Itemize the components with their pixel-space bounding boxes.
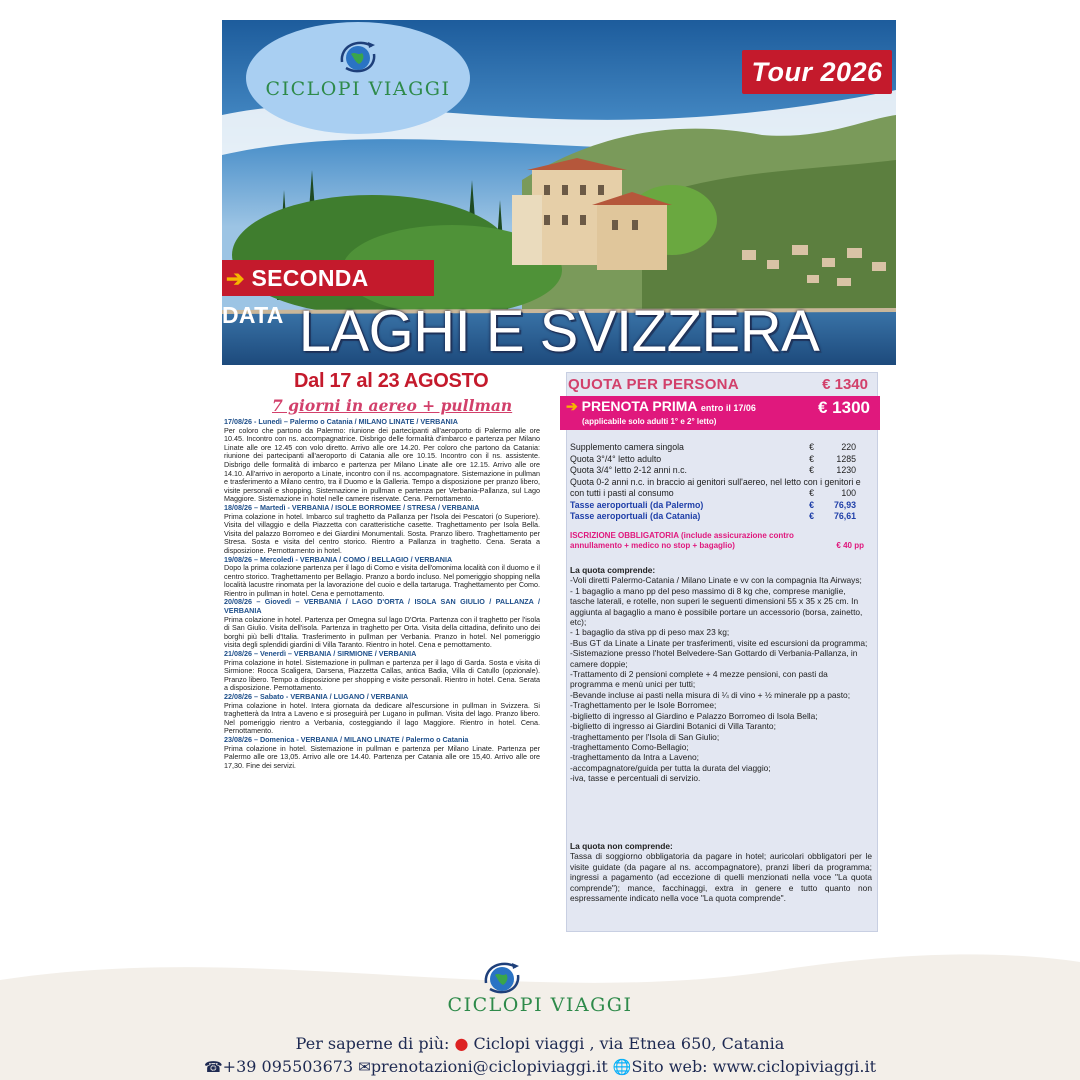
list-item: -traghettamento da Intra a Laveno;	[570, 752, 699, 763]
footer-address: Ciclopi viaggi , via Etnea 650, Catania	[473, 1034, 785, 1053]
phone-icon: ☎	[203, 1058, 223, 1076]
mandatory-registration	[570, 531, 872, 551]
includes-list	[570, 575, 872, 783]
footer-website[interactable]: Sito web: www.ciclopiviaggi.it	[631, 1057, 877, 1076]
list-item: -Bus GT da Linate a Linate per trasferimenti, visite ed escursioni da programma;	[570, 637, 868, 648]
supplement-row: Quota 3°/4° letto adulto € 1285	[570, 453, 856, 464]
early-booking-banner	[560, 396, 880, 430]
supplement-row: Supplemento camera singola € 220	[570, 442, 856, 452]
location-pin-icon: ●	[454, 1034, 469, 1053]
tour-subtitle: 7 giorni in aereo + pullman	[272, 396, 513, 415]
second-date-label: SECONDA DATA	[222, 265, 368, 328]
itinerary-day	[224, 418, 540, 504]
early-booking-note: (applicabile solo adulti 1° e 2° letto)	[582, 417, 717, 426]
envelope-icon: ✉	[358, 1058, 371, 1076]
registration-text: ISCRIZIONE OBBLIGATORIA (include assicurazione contro annullamento + medico no stop + bagaglio)	[570, 531, 794, 550]
day-text: Prima colazione in hotel. Sistemazione in pullman e partenza per il lago di Garda. Sosta e visita di Sirmione: Rocca Scaligera, Darsena, Piazzetta Callas, antica Badia, Villa di Catullo (opzionale). Pranzo libero. Tempo a disposizione per shopping e visite personali. Rientro in hotel. Cena. Serata a disposizione. Pernottamento.	[224, 657, 540, 693]
tour-flyer	[222, 20, 896, 932]
second-date-ribbon	[222, 260, 434, 328]
day-heading: 21/08/26 – Venerdì – VERBANIA / SIRMIONE / VERBANIA	[224, 649, 417, 659]
supplements-table	[570, 442, 872, 523]
tour-year-badge: Tour 2026	[742, 50, 892, 94]
supplement-row: Quota 0-2 anni n.c. in braccio ai genitori sull'aereo, nel letto con i genitori e con tutti i pasti al consumo € 100	[570, 476, 861, 498]
day-text: Prima colazione in hotel. Sistemazione in pullman e partenza per Milano Linate. Partenza per Palermo alle ore 13,05. Arrivo alle ore 14.40. Partenza per Catania alle ore 15,40. Arrivo alle ore 17,30. Fine dei servizi.	[224, 743, 540, 770]
excludes-text: Tassa di soggiorno obbligatoria da pagare in hotel; auricolari obbligatori per le visite guidate (da pagare al ns. accompagnatore), pranzi liberi da programma; ingressi a pagamento (ad eccezione di quelli menzionati nella voce "La quota comprende"); mance, facchinaggi, extra in genere e tutto quanto non espressamente indicato nella voce "La quota comprende".	[570, 851, 872, 904]
footer-phone[interactable]: +39 095503673	[222, 1057, 354, 1076]
early-booking-deadline: entro il 17/06	[700, 403, 756, 413]
day-heading: 19/08/26 – Mercoledì - VERBANIA / COMO / BELLAGIO / VERBANIA	[224, 554, 453, 564]
supplement-row: Tasse aeroportuali (da Palermo) € 76,93	[570, 499, 856, 510]
day-heading: 17/08/26 - Lunedì – Palermo o Catania / MILANO LINATE / VERBANIA	[224, 417, 458, 426]
globe-icon: 🌐	[612, 1058, 632, 1076]
tour-title: LAGHI E SVIZZERA	[298, 299, 820, 364]
excludes-title: La quota non comprende:	[570, 841, 673, 851]
includes-section	[570, 565, 872, 784]
day-text: Per coloro che partono da Palermo: riunione dei partecipanti all'aeroporto di Palermo alle ore 10.45. Incontro con ns. accompagnatrice. Disbrigo delle formalità d'imbarco e partenza per Milano Linate alle ore 12.45 con volo diretto. Arrivo alle ore 14.20. Per coloro che partono da Catania: riunione dei partecipanti all'aeroporto di Catania alle ore 10.15. Incontro con il ns. assistente. Disbrigo delle formalità di imbarco e partenza per Milano Linate alle ore 12.15. Arrivo alle ore 14.10. All'arrivo in aeroporto a Linate, incontro con il ns. accompagnatore. Sistemazione in pullman e trasferimento a Milano centro, tra il Duomo e la Galleria. Tempo a disposizione per pranzo libero, visite personali e shopping. Sistemazione in pullman e partenza per Verbania-Pallanza, sul Lago Maggiore. Sistemazione in hotel nelle camere riservate. Cena. Pernottamento.	[224, 425, 540, 504]
itinerary	[224, 418, 540, 770]
globe-plane-logo-icon	[480, 957, 524, 997]
hero-banner	[222, 20, 896, 365]
list-item: -Traghettamento per le Isole Borromee;	[570, 700, 717, 711]
day-text: Prima colazione in hotel. Partenza per Omegna sul lago D'Orta. Partenza con il traghetto per l'isola di San Giulio. Visita dell'isola. Partenza in traghetto per Orta. Visita della cittadina, definito uno dei borghi più belli d'Italia. Trasferimento in pullman per Verbania. Pranzo in hotel. Nel pomeriggio visita degli splendidi giardini di Villa Taranto. Rientro in hotel. Cena e pernottamento.	[224, 614, 540, 650]
day-heading: 18/08/26 – Martedì - VERBANIA / ISOLE BORROMEE / STRESA / VERBANIA	[224, 502, 480, 512]
arrow-right-icon: ➔	[226, 266, 245, 291]
list-item: -biglietto di ingresso al Giardino e Palazzo Borromeo di Isola Bella;	[570, 710, 818, 721]
list-item: -Trattamento di 2 pensioni complete + 4 mezze pensioni, con pasti da programma e menù unici per tutti;	[570, 669, 828, 690]
itinerary-day	[224, 504, 540, 556]
day-heading: 20/08/26 – Giovedì – VERBANIA / LAGO D'ORTA / ISOLA SAN GIULIO / PALLANZA / VERBANIA	[224, 597, 540, 616]
list-item: -Voli diretti Palermo-Catania / Milano Linate e vv con la compagnia Ita Airways;	[570, 575, 862, 586]
list-item: -biglietto di ingresso ai Giardini Botanici di Villa Taranto;	[570, 721, 776, 732]
footer-info-prefix: Per saperne di più:	[295, 1034, 450, 1053]
list-item: -traghettamento per l'Isola di San Giulio;	[570, 731, 720, 742]
quota-row	[568, 374, 868, 398]
quota-label: QUOTA PER PERSONA	[568, 376, 739, 393]
itinerary-day	[224, 598, 540, 650]
day-heading: 23/08/26 – Domenica - VERBANIA / MILANO LINATE / Palermo o Catania	[224, 734, 469, 744]
supplement-row: Tasse aeroportuali (da Catania) € 76,61	[570, 511, 856, 521]
list-item: -accompagnatore/guida per tutta la durata del viaggio;	[570, 762, 771, 773]
footer-contacts	[0, 1057, 1080, 1076]
footer-info	[0, 1034, 1080, 1053]
day-text: Prima colazione in hotel. Imbarco sul traghetto da Pallanza per l'Isola dei Pescatori (o Superiore). Visita del villaggio e della Piazzetta con caratteristiche casette. Traghettamento per Isola Bella. Visita del palazzo Borromeo e dei Giardini Monumentali. Sosta. Pranzo libero. Traghettamento per Stresa. Sosta e visita del centro storico. Rientro a Pallanza in traghetto. Cena. Serata a disposizione. Pernottamento in hotel.	[224, 511, 540, 555]
supplement-row: Quota 3/4° letto 2-12 anni n.c. € 1230	[570, 465, 856, 475]
itinerary-day	[224, 693, 540, 736]
excludes-section	[570, 841, 872, 903]
footer-brand-logo: CICLOPI VIAGGI	[447, 994, 633, 1016]
brand-logo-text: CICLOPI VIAGGI	[265, 78, 451, 100]
list-item: -iva, tasse e percentuali di servizio.	[570, 773, 701, 784]
footer-email[interactable]: prenotazioni@ciclopiviaggi.it	[370, 1057, 608, 1076]
list-item: - 1 bagaglio a mano pp del peso massimo di 8 kg che, comprese maniglie, tasche laterali, e rotelle, non superi le seguenti dimensioni 55 x 35 x 25 cm. In aggiunta al bagaglio a mano è possibile portare un accessorio (borsa, zainetto, etc);	[570, 585, 863, 628]
quota-price: € 1340	[822, 376, 868, 393]
itinerary-day	[224, 736, 540, 770]
registration-fee: € 40 pp	[836, 541, 864, 550]
itinerary-day	[224, 650, 540, 693]
globe-plane-logo-icon	[338, 36, 378, 76]
list-item: -traghettamento Como-Bellagio;	[570, 741, 689, 752]
arrow-right-icon: ➔	[566, 398, 578, 414]
list-item: -Bevande incluse ai pasti nella misura di ¼ di vino + ½ minerale pp a pasto;	[570, 689, 851, 700]
early-booking-label: ➔ PRENOTA PRIMA entro il 17/06	[566, 398, 756, 414]
list-item: - 1 bagaglio da stiva pp di peso max 23 kg;	[570, 627, 730, 638]
day-heading: 22/08/26 – Sabato - VERBANIA / LUGANO / VERBANIA	[224, 692, 409, 701]
day-text: Prima colazione in hotel. Intera giornata da dedicare all'escursione in pullman in Svizzera. Si traghetterà da Intra a Laveno e si proseguirà per Lugano in pullman. Visita del lago. Pranzo libero. Nel pomeriggio rientro a Verbania, costeggiando il lago Maggiore. Rientro in hotel. Cena. Pernottamento.	[224, 700, 540, 736]
itinerary-day	[224, 556, 540, 599]
early-booking-price: € 1300	[818, 398, 870, 417]
list-item: -Sistemazione presso l'hotel Belvedere-San Gottardo di Verbania-Pallanza, in camere doppie;	[570, 648, 858, 669]
includes-title: La quota comprende:	[570, 565, 656, 575]
day-text: Dopo la prima colazione partenza per il lago di Como e visita dell'omonima località con il duomo e il centro storico. Traghettamento per Bellagio. Pranzo a bordo incluso. Nel pomeriggio shopping nella località lacustre rinomata per la lavorazione del cuoio e della tartaruga. Traghettamento per Como. Rientro in pullman in hotel. Cena e pernottamento.	[224, 563, 540, 598]
tour-dates: Dal 17 al 23 AGOSTO	[294, 370, 489, 392]
